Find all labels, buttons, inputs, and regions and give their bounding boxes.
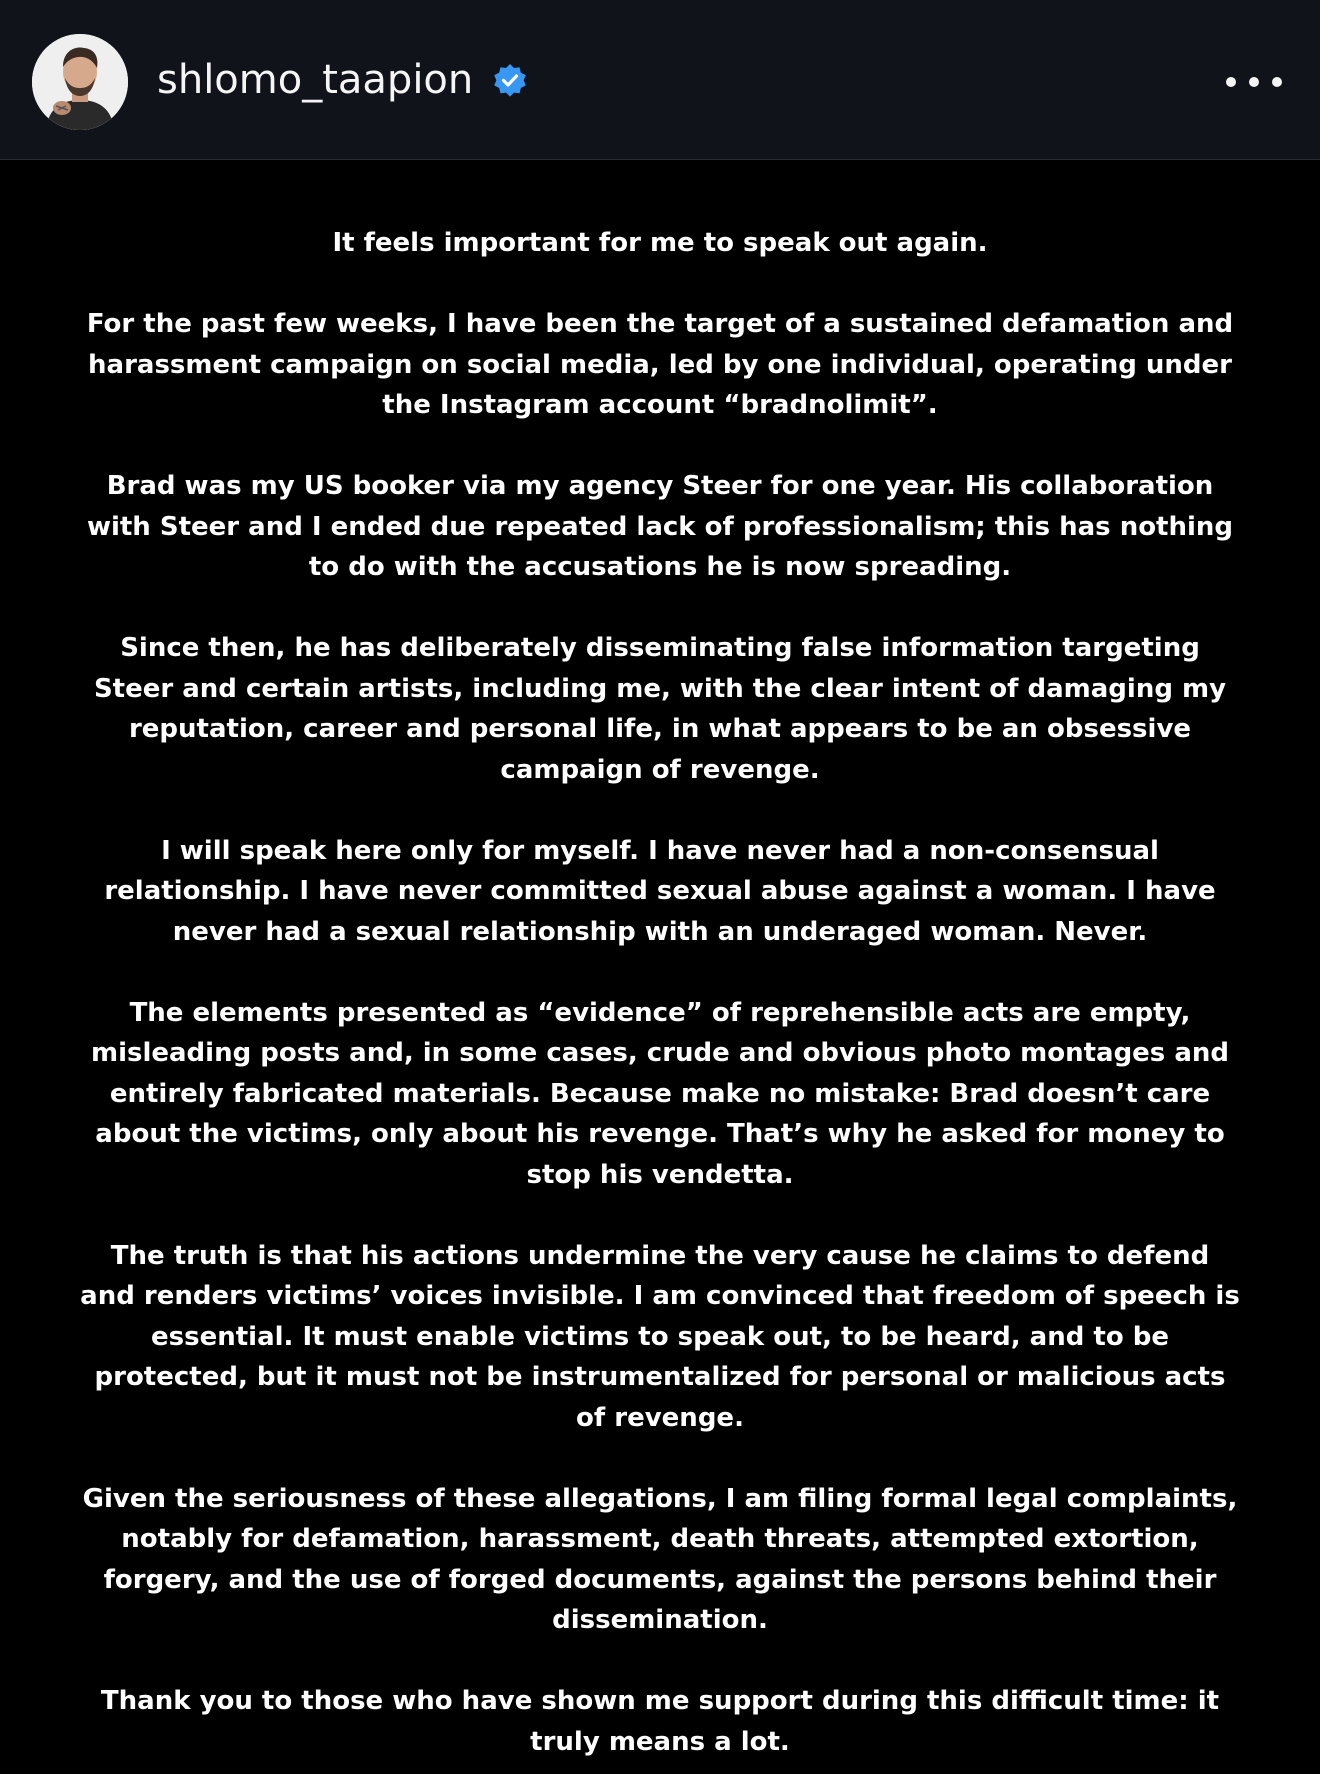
statement-paragraph: Since then, he has deliberately disseminating false information targeting Steer and certain artists, including me, with the clear intent of damaging my reputation, career and personal life, in what appears to be an obsessive campaign of revenge.	[93, 633, 1227, 785]
statement-paragraph: Brad was my US booker via my agency Steer for one year. His collaboration with Steer and I ended due repeated lack of professionalism; this has nothing to do with the accusations he is now spreading.	[86, 471, 1234, 582]
statement-paragraph: Given the seriousness of these allegations, I am filing formal legal complaints, notably for defamation, harassment, death threats, attempted extortion, forgery, and the use of forged documents, against the persons behind their dissemination.	[82, 1483, 1238, 1635]
more-dot	[1226, 77, 1236, 87]
statement-paragraph: It feels important for me to speak out again.	[332, 228, 988, 258]
avatar[interactable]	[32, 34, 128, 130]
post-header	[0, 0, 1320, 160]
more-dot	[1249, 77, 1259, 87]
statement-paragraph: The truth is that his actions undermine the very cause he claims to defend and renders victims’ voices invisible. I am convinced that freedom of speech is essential. It must enable victims to speak out, to be heard, and to be protected, but it must not be instrumentalized for personal or malicious acts of revenge.	[80, 1240, 1240, 1433]
statement-paragraph: I will speak here only for myself. I have never had a non-consensual relationship. I have never committed sexual abuse against a woman. I have never had a sexual relationship with an underaged woman. Never.	[104, 835, 1216, 947]
statement-paragraph: For the past few weeks, I have been the target of a sustained defamation and harassment campaign on social media, led by one individual, operating under the Instagram account “bradnolimit”.	[86, 309, 1234, 420]
statement-text	[60, 223, 1260, 1762]
avatar-image	[32, 34, 128, 130]
more-dot	[1272, 77, 1282, 87]
post-image	[0, 161, 1320, 1774]
statement-paragraph: The elements presented as “evidence” of reprehensible acts are empty, misleading posts and, in some cases, crude and obvious photo montages and entirely fabricated materials. Because make no mistake: Brad doesn’t care about the victims, only about his revenge. That’s why he asked for money to stop his vendetta.	[90, 997, 1230, 1190]
username[interactable]: shlomo_taapion	[157, 57, 474, 103]
statement-paragraph: Thank you to those who have shown me support during this difficult time: it truly means a lot.	[100, 1686, 1220, 1757]
more-options-icon[interactable]	[1226, 64, 1282, 100]
verified-badge-icon	[492, 63, 528, 99]
